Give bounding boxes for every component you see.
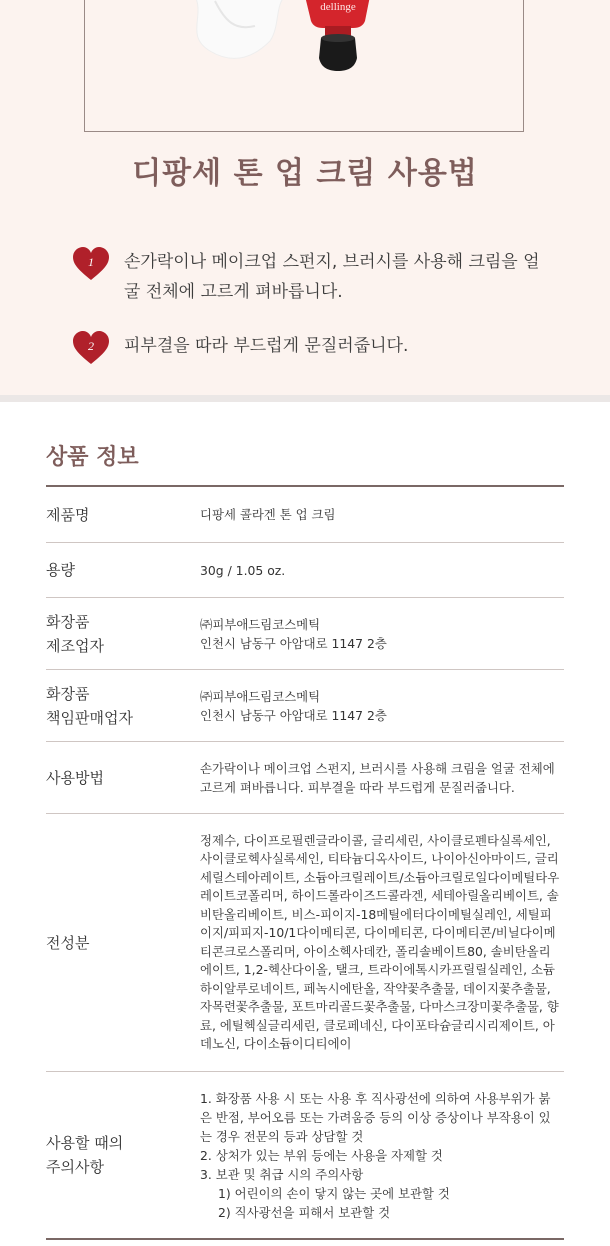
info-label: 전성분 [46,933,90,952]
heart-number-icon [72,247,110,281]
usage-step-text: 손가락이나 메이크업 스펀지, 브러시를 사용해 크림을 얼굴 전체에 고르게 펴바릅니다. [124,252,540,302]
info-row-ingredients [46,814,564,1072]
info-row-product-name [46,487,564,543]
info-label: 사용방법 [46,768,104,787]
caution-subitem: 2) 직사광선을 피해서 보관할 것 [218,1204,391,1220]
info-row-cautions [46,1072,564,1240]
info-label: 사용할 때의 주의사항 [46,1134,124,1176]
info-row-volume [46,543,564,598]
info-value: 30g / 1.05 oz. [200,562,286,578]
info-value: ㈜피부애드림코스메틱 인천시 남동구 아암대로 1147 2층 [200,688,387,723]
tube-brand-text: dellinge [320,1,356,13]
info-value: 정제수, 다이프로필렌글라이콜, 글리세린, 사이클로펜타실록세인, 사이클로헥사실록세인, 티타늄디옥사이드, 나이아신아마이드, 글리세릴스테아레이트, 소듐아크릴레이트/소듐아크릴로일다이메틸타우레이트코폴리머, 하이드롤라이즈드콜라겐, 세테아릴올리베이트, 솔비탄올리베이트, 비스-피이지-18메틸에터다이메틸실레인, 세틸피이지/피피지-10/1다이메티콘, 다이메티콘, 다이메티콘/비닐다이메티콘크로스폴리머, 아이소헥사데칸, 폴리솔베이트80, 솔비탄올리에이트, 1,2-헥산다이올, 탤크, 트라이에톡시카프릴릴실레인, 소듐하이알루로네이트, 페녹시에탄올, 작약꽃추출물, 데이지꽃추출물, 자목련꽃추출물, 포트마리골드꽃추출물, 다마스크장미꽃추출물, 향료, 에틸헥실글리세린, 클로페네신, 다이포타슘글리시리제이트, 아데노신, 다이소듐이디티에이 [200,832,560,1051]
product-image [85,0,525,132]
info-row-distributor [46,670,564,742]
usage-title: 디팡세 톤 업 크림 사용법 [132,156,478,191]
product-info-title: 상품 정보 [46,445,139,470]
info-label: 용량 [46,561,75,579]
info-row-usage [46,742,564,814]
info-row-manufacturer [46,598,564,670]
usage-step-1 [72,247,544,307]
product-info-table [46,485,564,1240]
heart-number-icon [72,331,110,365]
info-value: 디팡세 콜라겐 톤 업 크림 [200,507,336,522]
caution-item: 3. 보관 및 취급 시의 주의사항 [200,1166,364,1182]
usage-section [0,0,610,395]
svg-text:2: 2 [88,339,94,353]
product-image-frame [84,0,524,132]
usage-step-text: 피부결을 따라 부드럽게 문질러줍니다. [124,336,409,356]
caution-item: 1. 화장품 사용 시 또는 사용 후 직사광선에 의하여 사용부위가 붉은 반점, 부어오름 또는 가려움증 등의 이상 증상이나 부작용이 있는 경우 전문의 등과 상담할 것 [200,1090,551,1144]
usage-step-2 [72,331,544,365]
info-label: 화장품 책임판매업자 [46,684,133,727]
caution-item: 2. 상처가 있는 부위 등에는 사용을 자제할 것 [200,1147,443,1163]
info-value [200,1089,564,1222]
section-divider [0,395,610,402]
svg-text:1: 1 [88,255,94,269]
info-label: 화장품 제조업자 [46,612,104,655]
info-label: 제품명 [46,505,90,524]
info-value: 손가락이나 메이크업 스펀지, 브러시를 사용해 크림을 얼굴 전체에 고르게 펴바릅니다. 피부결을 따라 부드럽게 문질러줍니다. [200,760,555,795]
product-info-section [0,402,610,1246]
caution-subitem: 1) 어린이의 손이 닿지 않는 곳에 보관할 것 [218,1185,450,1201]
info-value: ㈜피부애드림코스메틱 인천시 남동구 아암대로 1147 2층 [200,616,387,651]
